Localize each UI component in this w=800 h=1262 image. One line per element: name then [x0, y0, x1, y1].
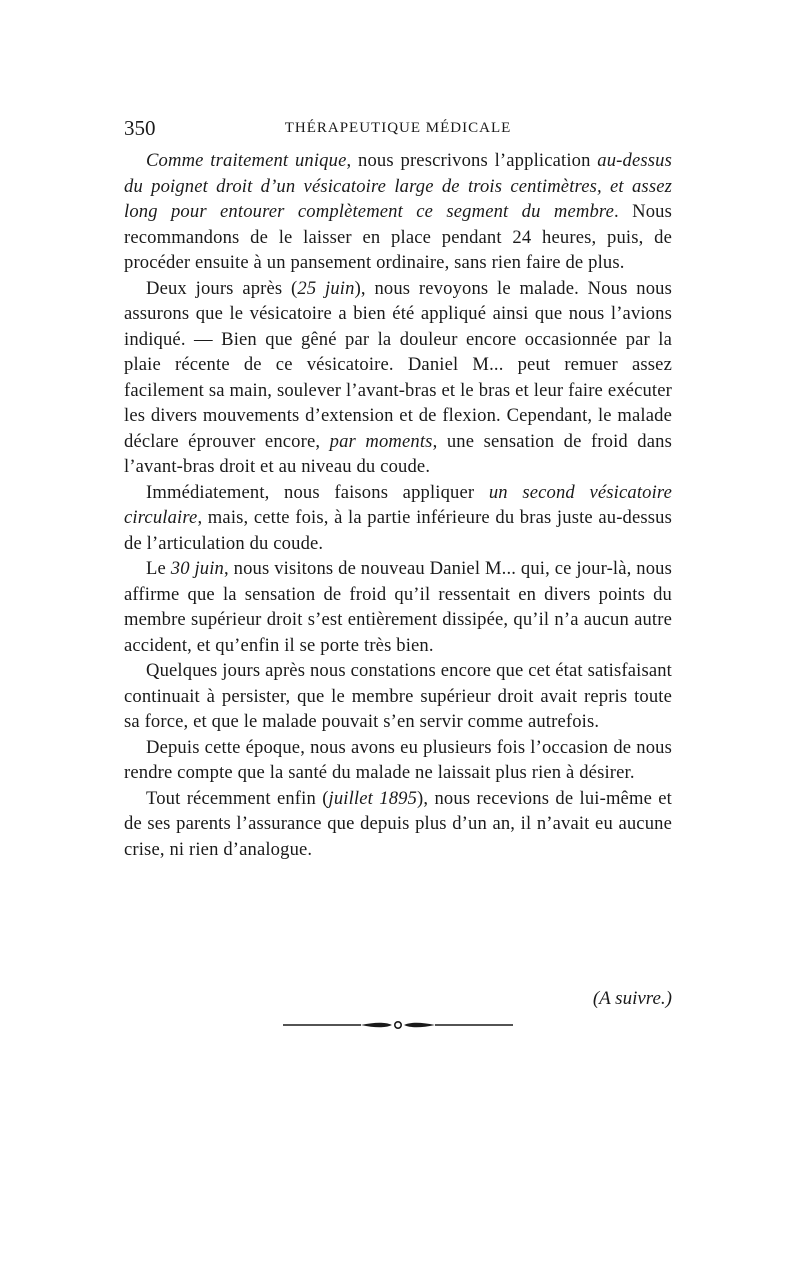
text-run: , mais, cette fois, à la partie inférieure du bras juste au-dessus de l’articulation du coude. [124, 507, 672, 554]
italic-run: 30 juin [170, 558, 225, 579]
body-text [124, 148, 672, 862]
paragraph [124, 556, 672, 658]
text-run: Immédiatement, nous faisons appliquer [146, 481, 489, 503]
text-run: , une sensation de froid dans l’avant-bras droit et au niveau du coude. [124, 430, 672, 477]
italic-run: un second vésicatoire circulaire [124, 481, 672, 528]
text-run: Le [146, 558, 171, 579]
italic-run: au-dessus du poignet droit d’un vésicatoire large de trois centimètres, et assez long pour entourer complètement ce segment du membre [124, 150, 672, 222]
text-run: Quelques jours après nous constations encore que cet état satisfaisant continuait à persister, que le membre supérieur droit avait repris toute sa force, et que le malade pouvait s’en servir comme autrefois. [124, 660, 672, 732]
paragraph [124, 786, 672, 863]
paragraph [124, 658, 672, 735]
text-run: Depuis cette époque, nous avons eu plusieurs fois l’occasion de nous rendre compte que la santé du malade ne laissait plus rien à désirer. [124, 736, 672, 783]
italic-run: Comme traitement unique [146, 150, 347, 171]
ornamental-divider [283, 1018, 513, 1032]
paragraph [124, 735, 672, 786]
italic-run: par moments [329, 430, 433, 452]
text-run: , nous prescrivons l’application [346, 150, 598, 171]
page-header [124, 114, 672, 142]
text-run: . Nous recommandons de le laisser en place pendant 24 heures, puis, de procéder ensuite à un pansement ordinaire, sans rien faire de plus. [124, 201, 672, 273]
paragraph [124, 480, 672, 557]
text-run: ), nous recevions de lui-même et de ses parents l’assurance que depuis plus d’un an, il n’avait eu aucune crise, ni rien d’analogue. [124, 787, 672, 860]
page-number: 350 [124, 116, 156, 140]
paragraph [124, 148, 672, 276]
italic-run: juillet 1895 [328, 787, 418, 809]
text-run: ), nous revoyons le malade. Nous nous assurons que le vésicatoire a bien été appliqué ainsi que nous l’avions indiqué. — Bien que gêné par la douleur encore occasionnée par la plaie récente de ce vésicatoire. Daniel M... peut remuer assez facilement sa main, soulever l’avant-bras et le bras et leur faire exécuter les divers mouvements d’extension et de flexion. Cependant, le malade déclare éprouver encore, [124, 277, 672, 452]
text-run: Deux jours après ( [146, 277, 298, 299]
italic-run: 25 juin [297, 277, 355, 299]
to-be-continued: (A suivre.) [592, 988, 672, 1009]
paragraph [124, 276, 672, 480]
text-run: Tout récemment enfin ( [146, 787, 329, 809]
running-title: THÉRAPEUTIQUE MÉDICALE [284, 120, 512, 136]
text-run: , nous visitons de nouveau Daniel M... qui, ce jour-là, nous affirme que la sensation de froid qu’il ressentait en divers points du membre supérieur droit s’est entièrement dissipée, qu’il n’a aucun autre accident, et qu’enfin il se porte très bien. [124, 558, 672, 656]
